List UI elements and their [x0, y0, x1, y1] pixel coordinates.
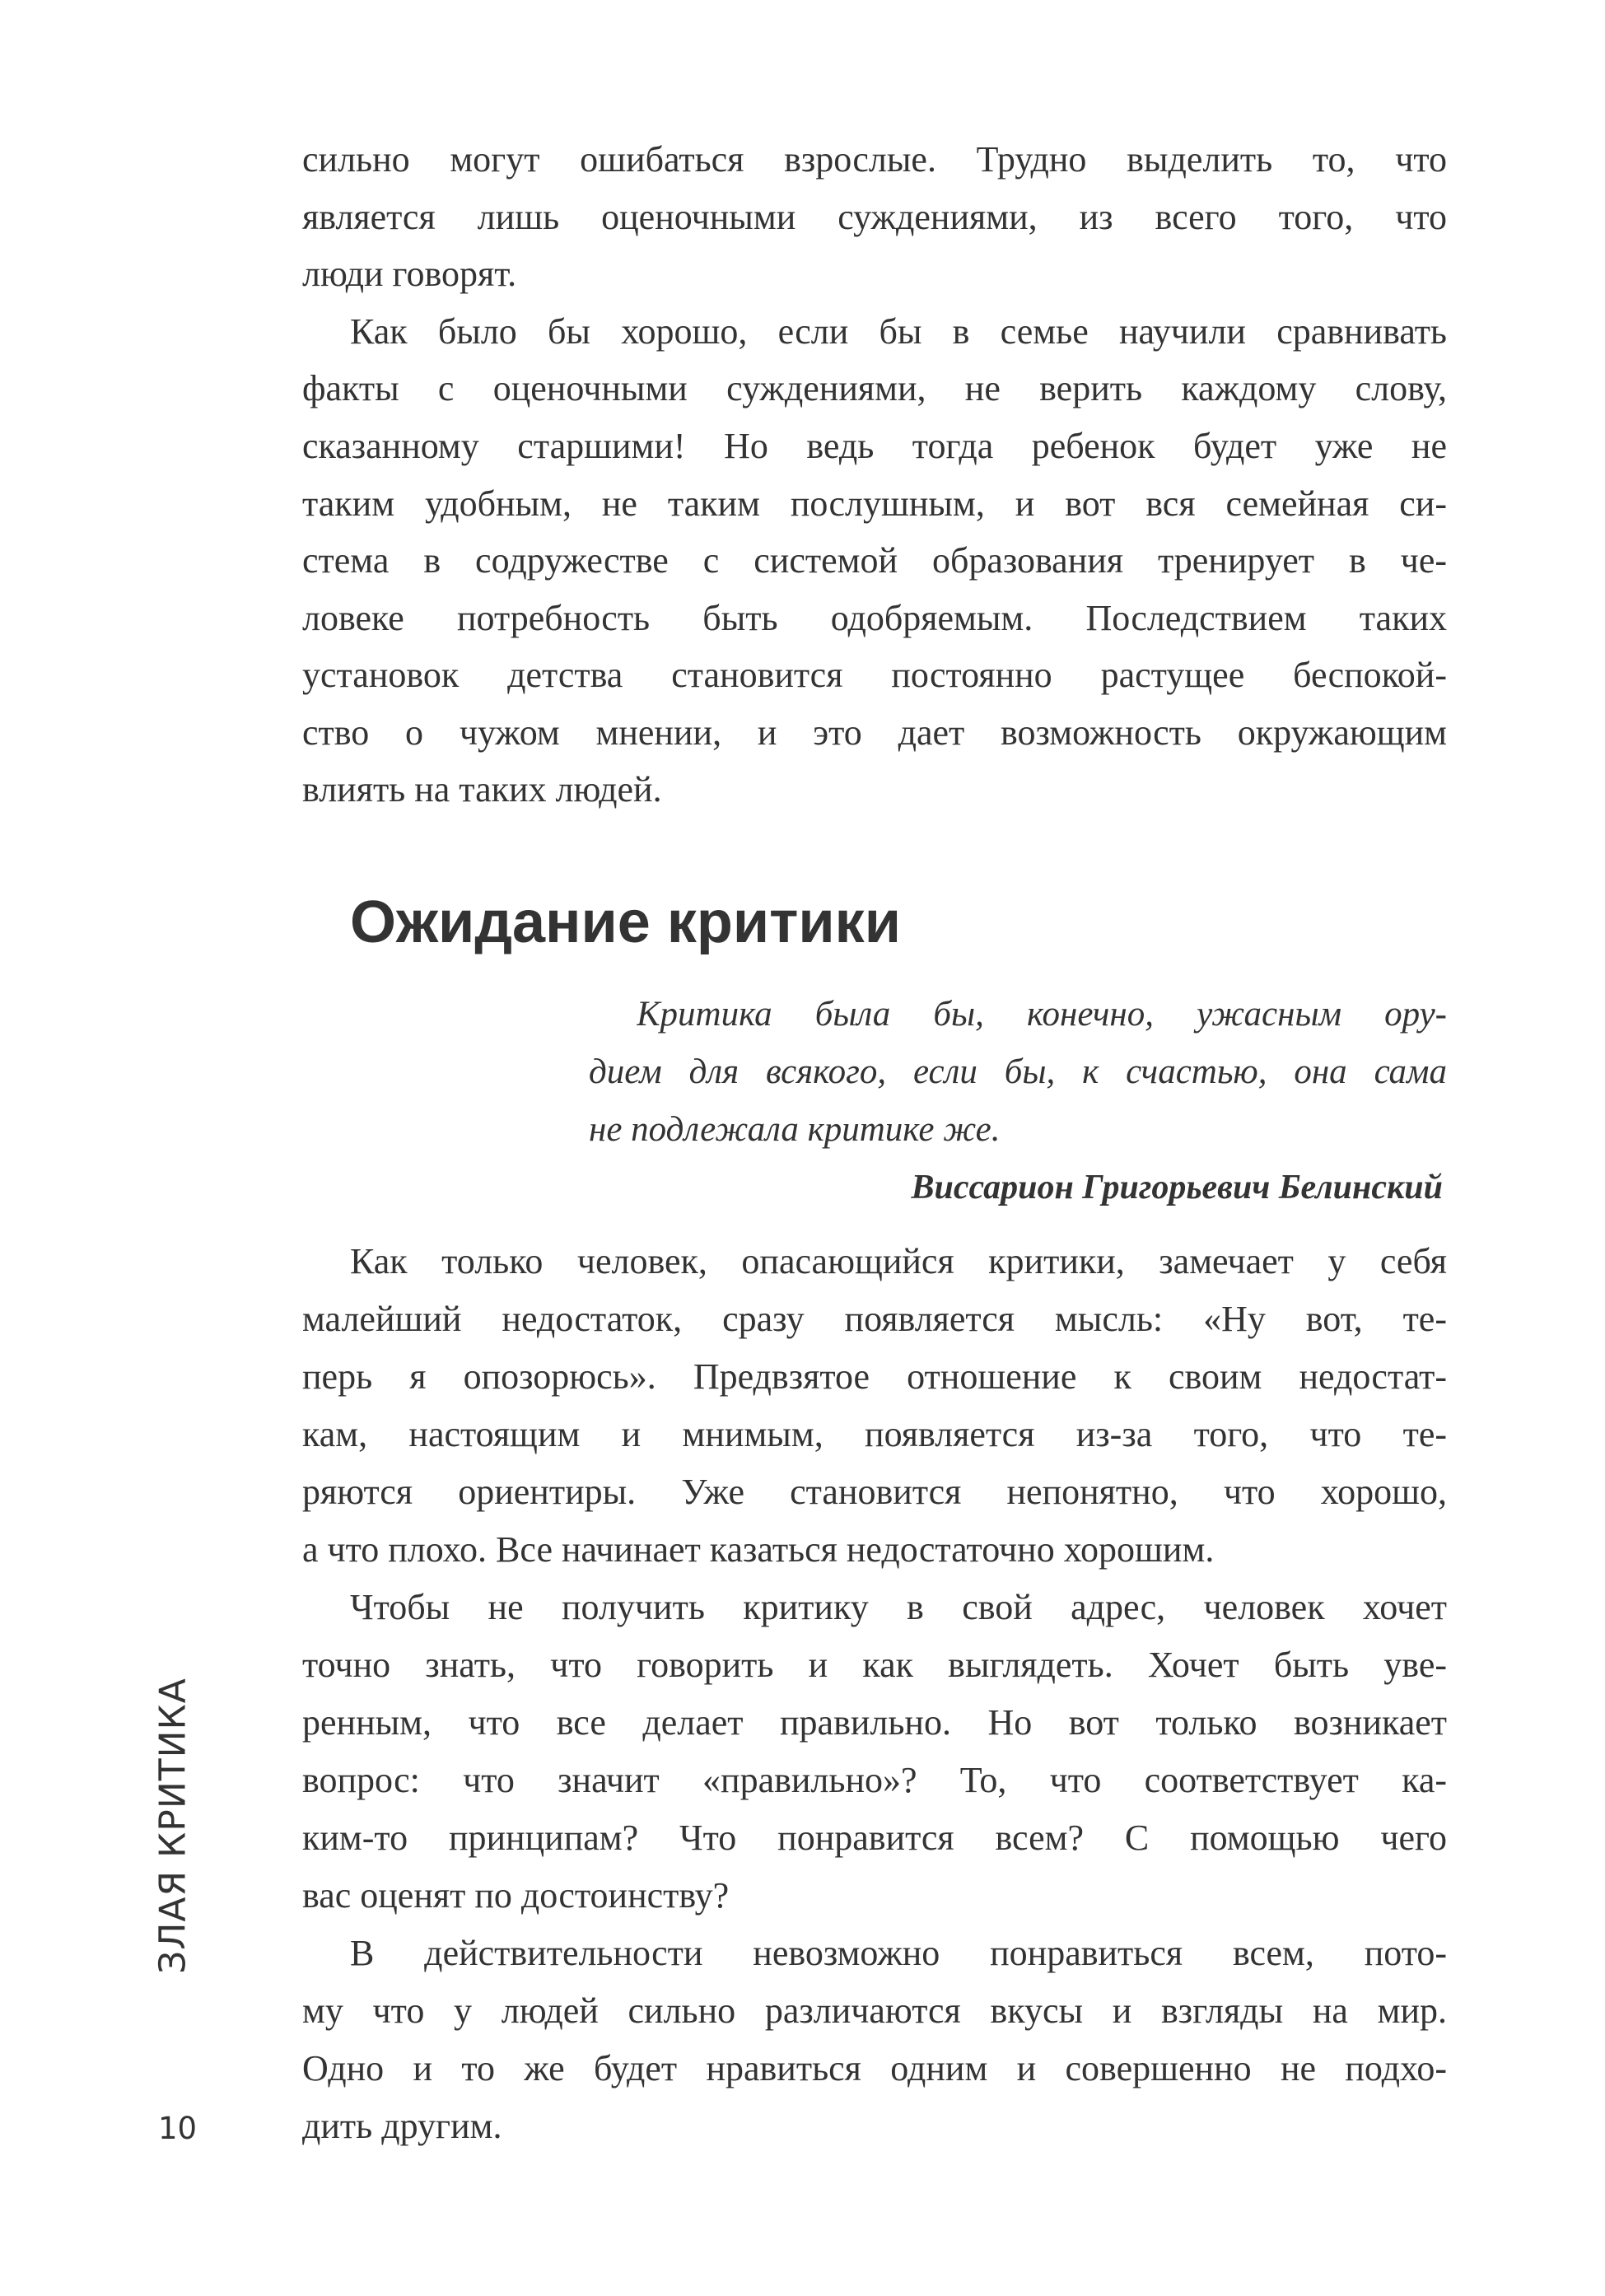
text-line: влиять на таких людей.: [302, 769, 662, 810]
text-line: вопрос: что значит «правильно»? То, что соответствует ка-: [302, 1760, 1447, 1800]
text-line: ренным, что все делает правильно. Но вот только возникает: [302, 1702, 1447, 1743]
text-line: является лишь оценочными суждениями, из всего того, что: [302, 197, 1447, 237]
epigraph-line: не подлежала критике же.: [589, 1110, 1001, 1149]
text-line: Одно и то же будет нравиться одним и совершенно не подхо-: [302, 2048, 1447, 2088]
text-line: Как только человек, опасающийся критики, замечает у себя: [350, 1241, 1447, 1281]
page-number: 10: [158, 2111, 198, 2146]
text-line: перь я опозорюсь». Предвзятое отношение к своим недостат-: [302, 1356, 1447, 1397]
text-line: ство о чужом мнении, и это дает возможность окружающим: [302, 712, 1447, 753]
epigraph-line: Критика была бы, конечно, ужасным ору-: [637, 995, 1447, 1034]
text-line: точно знать, что говорить и как выглядеть. Хочет быть уве-: [302, 1645, 1447, 1685]
text-line: дить другим.: [302, 2106, 502, 2146]
text-line: ким-то принципам? Что понравится всем? С помощью чего: [302, 1818, 1447, 1858]
text-line: В действительности невозможно понравиться всем, пото-: [350, 1933, 1447, 1973]
text-line: люди говорят.: [302, 254, 517, 294]
text-line: стема в содружестве с системой образования тренирует в че-: [302, 540, 1447, 581]
text-line: факты с оценочными суждениями, не верить каждому слову,: [302, 368, 1447, 408]
text-line: му что у людей сильно различаются вкусы и взгляды на мир.: [302, 1990, 1447, 2031]
running-head: [152, 1678, 194, 1974]
text-line: а что плохо. Все начинает казаться недостаточно хорошим.: [302, 1529, 1215, 1570]
text-line: установок детства становится постоянно растущее беспокой-: [302, 655, 1447, 695]
epigraph-line: дием для всякого, если бы, к счастью, она сама: [589, 1052, 1447, 1091]
epigraph-author: Виссарион Григорьевич Белинский: [911, 1169, 1443, 1206]
text-line: ряются ориентиры. Уже становится непонятно, что хорошо,: [302, 1472, 1447, 1512]
text-line: ловеке потребность быть одобряемым. Последствием таких: [302, 598, 1447, 638]
text-line: сказанному старшими! Но ведь тогда ребенок будет уже не: [302, 426, 1447, 466]
text-line: Как было бы хорошо, если бы в семье научили сравнивать: [350, 311, 1447, 352]
section-heading: Ожидание критики: [350, 889, 901, 955]
text-line: вас оценят по достоинству?: [302, 1875, 730, 1916]
text-line: кам, настоящим и мнимым, появляется из-за того, что те-: [302, 1414, 1447, 1454]
text-line: сильно могут ошибаться взрослые. Трудно выделить то, что: [302, 139, 1447, 180]
running-head-text: ЗЛАЯ КРИТИКА: [152, 1678, 194, 1974]
text-line: Чтобы не получить критику в свой адрес, человек хочет: [350, 1587, 1447, 1627]
text-line: малейший недостаток, сразу появляется мысль: «Ну вот, те-: [302, 1299, 1447, 1339]
text-line: таким удобным, не таким послушным, и вот вся семейная си-: [302, 483, 1447, 524]
